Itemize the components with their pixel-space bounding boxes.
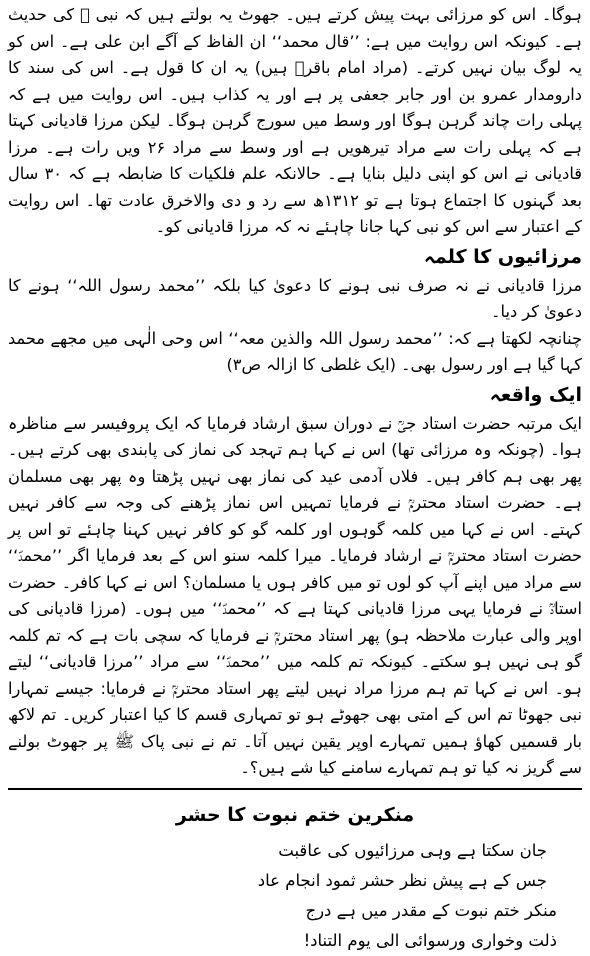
kalima-quote-text: چنانچہ لکھتا ہے کہ: ’’محمد رسول اللہ والذین معہ‘‘ اس وحی الٰہی میں مجھے محمد کہا گیا ہے اور رسول بھی۔: [8, 328, 582, 374]
incident-paragraph: ایک مرتبہ حضرت استاد جیؒ نے دوران سبق ارشاد فرمایا کہ ایک پروفیسر سے مناظرہ ہوا۔ (چونکہ وہ مرزائی تھا) اس نے کہا ہم تہجد کی نماز کی پابندی بھی کرتے ہیں۔ پھر بھی ہم کافر ہیں۔ فلاں آدمی عید کی نماز بھی نہیں پڑھتا وہ پھر بھی مسلمان ہے۔ حضرت استاد محترمؒ نے فرمایا تمہیں اس نماز پڑھنے کی وجہ سے کافر نہیں کہتے۔ اس نے کہا میں کلمہ گوہوں اور کلمہ گو کو کافر نہیں کہنا چاہئے تو اس پر حضرت استاد محترمؒ نے ارشاد فرمایا۔ میرا کلمہ سنو اس کے بعد فرمایا اگر ’’محمدؐ‘‘ سے مراد میں اپنے آپ کو لوں تو میں کافر ہوں یا مسلمان؟ اس نے کہا کافر۔ حضرت استادؒ نے فرمایا یہی مرزا قادیانی کہتا ہے کہ ’’محمدؐ‘‘ میں ہوں۔ (مرزا قادیانی کی اوپر والی عبارت ملاحظہ ہو) پھر استاد محترمؒ نے فرمایا کہ سچی بات ہے کہ تم کلمہ گو ہی نہیں ہو سکتے۔ کیونکہ تم کلمہ میں ’’محمدؐ‘‘ سے مراد ’’مرزا قادیانی‘‘ لیتے ہو۔ اس نے کہا تم ہم مرزا مراد نہیں لیتے پھر استاد محترمؒ نے فرمایا: جیسے تمہارا نبی جھوٹا تم اس کے امتی بھی جھوٹے ہو تو تمہاری قسم کا کیا اعتبار کریں۔ تم لاکھ بار قسمیں کھاؤ ہمیں تمہارے اوپر یقین نہیں آتا۔ تم نے نبی پاک ﷺ پر جھوٹ بولنے سے گریز نہ کیا تو ہم تمہارے سامنے کیا شے ہیں؟۔: [8, 413, 582, 777]
poem-verse-3: منکر ختم نبوت کے مقدر میں ہے درج: [305, 900, 557, 920]
poem-title: منکرین ختم نبوت کا حشر: [175, 803, 415, 826]
poem-verse-2: جس کے ہے پیش نظر حشر ثمود انجام عاد: [257, 870, 547, 890]
poem-verse-1: جان سکتا ہے وہی مرزائیوں کی عاقبت: [278, 840, 547, 860]
kalima-paragraph-2: [8, 326, 582, 379]
section-heading-incident: ایک واقعہ: [489, 383, 582, 406]
kalima-reference: (ایک غلطی کا ازالہ ص۳): [226, 355, 396, 374]
poem-block: [8, 798, 582, 956]
hadith-discussion-paragraph: ہوگا۔ اس کو مرزائی بہت پیش کرتے ہیں۔ جھوٹ یہ بولتے ہیں کہ نبی ﷺ کی حدیث ہے۔ کیونکہ اس روایت میں ہے: ’’قال محمد‘‘ ان الفاظ کے آگے ابن علی ہے۔ اس کو یہ لوگ بیان نہیں کرتے۔ (مراد امام باقرؒ ہیں) یہ ان کا قول ہے۔ اس کی سند کا دارومدار عمرو بن اور جابر جعفی پر ہے اور یہ کذاب ہیں۔ اس روایت میں ہے کہ پہلی رات چاند گرہن ہوگا اور وسط میں سورج گرہن ہوگا۔ لیکن مرزا قادیانی کہتا ہے کہ پہلی رات سے مراد تیرھویں ہے اور وسط سے مراد ۲۶ ویں رات ہے۔ مرزا قادیانی نے اس کو اپنی دلیل بنایا ہے۔ حالانکہ علم فلکیات کا ضابطہ ہے کہ ۳۰ سال بعد گہنوں کا اجتماع ہوتا ہے تو ۱۳۱۲ھ سے رد و دی والاخرق عادت تھا۔ اس روایت کے اعتبار سے اس کو نبی کہا جانا چاہئے نہ کہ مرزا قادیانی کو۔: [8, 5, 583, 236]
section-heading-mirzai-kalima: مرزائیوں کا کلمہ: [423, 245, 582, 268]
poem-verse-4: ذلت وخواری ورسوائی الی یوم التناد!: [303, 930, 557, 950]
section-divider: [8, 788, 582, 790]
kalima-paragraph-1: مرزا قادیانی نے نہ صرف نبی ہونے کا دعویٰ کیا بلکہ ’’محمد رسول اللہ‘‘ ہونے کا دعویٰ کر دیا۔: [8, 275, 582, 321]
